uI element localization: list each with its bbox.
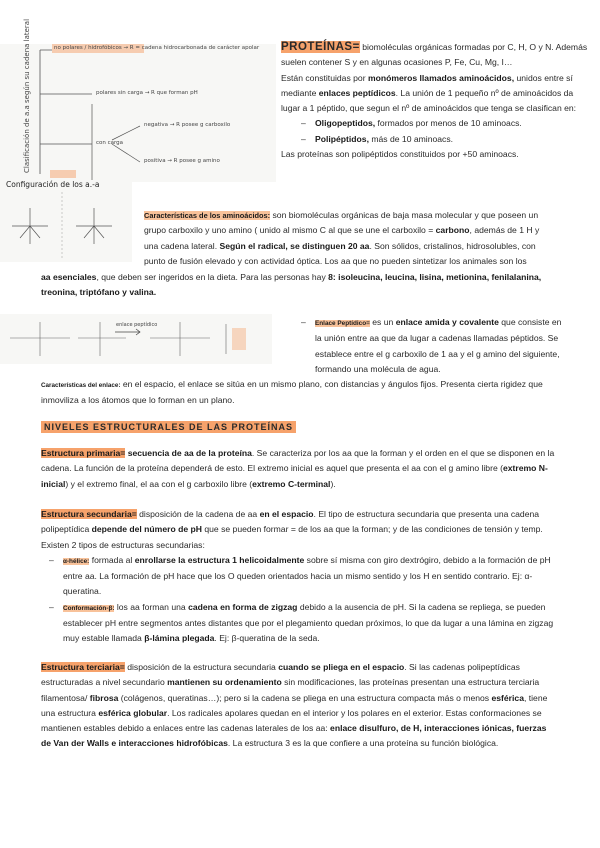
proteinas-title: PROTEÍNAS= bbox=[281, 41, 360, 53]
enlaces-list: enlace disulfuro, de H, interacciones iónicas, fuerzas de Van der Walls e interacciones hidrofóbicas bbox=[41, 723, 547, 749]
text: ). bbox=[330, 478, 336, 489]
text: . Se caracteriza por los aa que la forman y el orden en el que se disponen en la cadena. La función de la proteína dependerá de esto. El extremo inicial es aquel que presenta el aa con el g amino libre ( bbox=[41, 448, 555, 474]
text: sin modificaciones, las proteínas presentan una estructura terciaria filamentosa/ bbox=[41, 677, 540, 703]
list-item bbox=[63, 600, 555, 647]
text: unidos entre sí mediante bbox=[281, 72, 573, 98]
proteinas-intro-text: biomoléculas orgánicas formadas por C, H, O y N. Además suelen contener S y en algunas ocasiones P, Fe, Cu, Mg, I… bbox=[281, 42, 588, 68]
text: más de 10 aminoacs. bbox=[368, 133, 454, 144]
section-terciaria bbox=[41, 660, 555, 752]
secundaria-list bbox=[41, 553, 555, 647]
text: , que deben ser ingeridos en la dieta. Para las personas hay bbox=[96, 272, 329, 282]
beta-strong: cadena en forma de zigzag bbox=[188, 601, 298, 612]
caracteristicas-paragraph bbox=[41, 208, 551, 269]
text: ) y el extremo final, el aa con el g carboxilo libre ( bbox=[65, 478, 253, 489]
fibrosa-term: fibrosa bbox=[89, 692, 119, 703]
enlace-label: Enlace Peptídico= bbox=[315, 320, 370, 327]
enlace-list bbox=[292, 315, 562, 377]
niveles-heading: NIVELES ESTRUCTURALES DE LAS PROTEÍNAS bbox=[41, 421, 296, 433]
ordenamiento-term: mantienen su ordenamiento bbox=[167, 677, 282, 688]
primaria-label: Estructura primaria= bbox=[41, 448, 126, 458]
caracteristicas-enlace-label: Características del enlace: bbox=[41, 382, 121, 389]
text: . La estructura 3 es la que confiere a una proteína su función biológica. bbox=[227, 738, 499, 749]
sketch-label-polares: polares sin carga → R que forman pH bbox=[96, 90, 198, 96]
terciaria-paragraph bbox=[41, 660, 555, 752]
text: formados por menos de 10 aminoacs. bbox=[375, 118, 522, 129]
sketch-label-no-polares: no polares / hidrofóbicos → R = cadena hidrocarbonada de carácter apolar bbox=[54, 45, 260, 51]
text: son biomoléculas orgánicas de baja masa molecular y que poseen un grupo carboxilo y uno amino ( unido al mismo C al que se une el carboxilo = bbox=[144, 210, 539, 236]
bracket-drawing bbox=[0, 18, 276, 182]
text: . Si las cadenas polipeptídicas estructuradas a nivel secundario bbox=[41, 662, 520, 688]
text: en el espacio, el enlace se sitúa en un mismo plano, con distancias y ángulos fijos. Presenta cierta rigidez que inmoviliza a los átomos que lo forman en un plano. bbox=[41, 379, 543, 406]
beta-label: Conformación-β: bbox=[63, 604, 115, 612]
alpha-strong: enrollarse la estructura 1 helicoidalmente bbox=[134, 554, 305, 565]
text: disposición de la cadena de aa bbox=[136, 509, 260, 519]
monomeros-text: monómeros llamados aminoácidos, bbox=[367, 72, 515, 83]
pliega-term: cuando se pliega en el espacio bbox=[278, 662, 405, 672]
beta-lamina: β-lámina plegada bbox=[144, 633, 215, 644]
extremo-n: extremo N-inicial bbox=[41, 463, 548, 489]
section-secundaria bbox=[41, 507, 555, 647]
text: que se pueden formar = de los aa que la forman; y de las condiciones de tensión y temp. Existen 2 tipos de estructuras secundarias: bbox=[41, 524, 543, 550]
primaria-strong: secuencia de aa de la proteína bbox=[125, 448, 252, 458]
proteinas-closing: Las proteínas son polipéptidos constituidos por +50 aminoacs. bbox=[281, 149, 519, 160]
text: , además de 1 H y una cadena lateral. bbox=[144, 225, 540, 251]
section-proteinas bbox=[281, 40, 591, 162]
sketch-label-con-carga: con carga bbox=[96, 140, 124, 146]
list-item bbox=[315, 116, 591, 131]
sketch-label-configuracion: Configuración de los a.-a bbox=[6, 180, 100, 189]
sketch-label-positiva: positiva → R posee g amino bbox=[144, 158, 220, 164]
secundaria-label: Estructura secundaria= bbox=[41, 509, 137, 519]
esenciales-term: aa esenciales bbox=[41, 272, 97, 282]
caracteristicas-enlace-text bbox=[41, 377, 551, 409]
extremo-c: extremo C-terminal bbox=[252, 478, 331, 489]
sketch-label-negativa: negativa → R posee g carboxilo bbox=[144, 122, 231, 128]
sketch-label-clasificacion: Clasificación de a.a según su cadena lateral bbox=[23, 18, 31, 173]
text: . La unión de 1 pequeño nº de aminoácidos da lugar a 1 péptido, que segun el nº de aminoácidos que tenga se clasifican en: bbox=[281, 87, 577, 114]
sketch-label-enlace: enlace peptídico bbox=[116, 322, 158, 328]
radical-text: Según el radical, se distinguen 20 aa bbox=[219, 240, 370, 251]
primaria-paragraph bbox=[41, 446, 555, 492]
text: (colágenos, queratinas…); pero si la cadena se pliega en una estructura compacta más o menos bbox=[118, 692, 492, 703]
text: formada al bbox=[89, 554, 135, 565]
espacio-term: en el espacio bbox=[259, 509, 314, 519]
text: Están constituidas por bbox=[281, 72, 368, 83]
text: disposición de la estructura secundaria bbox=[124, 662, 279, 672]
terciaria-label: Estructura terciaria= bbox=[41, 662, 125, 672]
esenciales-paragraph bbox=[41, 270, 551, 301]
list-item bbox=[315, 315, 562, 377]
caracteristicas-enlace bbox=[41, 377, 551, 409]
secundaria-paragraph bbox=[41, 507, 555, 553]
carbono-term: carbono bbox=[435, 225, 470, 236]
text: es un bbox=[369, 317, 396, 327]
proteinas-intro bbox=[281, 40, 591, 71]
text: que consiste en la unión entre aa que da lugar a cadenas llamadas péptidos. Se establece entre el g carboxilo de 1 aa y el g amino del siguiente, formando una molécula de agua. bbox=[315, 317, 562, 374]
section-caracteristicas-aa bbox=[41, 208, 551, 269]
section-enlace bbox=[292, 315, 562, 377]
text: . Ej: β-queratina de la seda. bbox=[214, 633, 320, 644]
caracteristicas-label: Características de los aminoácidos: bbox=[144, 211, 271, 220]
oligopeptidos-term: Oligopeptidos, bbox=[315, 118, 376, 129]
list-item bbox=[315, 132, 591, 147]
esferica-term: esférica bbox=[491, 692, 524, 703]
section-primaria bbox=[41, 446, 555, 492]
enlaces-text: enlaces peptídicos bbox=[318, 87, 396, 98]
text: . Son sólidos, cristalinos, hidrosolubles, con punto de fusión elevado y con actividad óptica. Los aa que no pueden sintetizar los animales son los bbox=[144, 240, 536, 266]
enlace-strong: enlace amida y covalente bbox=[395, 317, 499, 327]
ph-term: depende del número de pH bbox=[91, 524, 202, 535]
text: debido a la ausencia de pH. Si la cadena se repliega, se pueden establecer pH entre segmentos antes distantes que por el plegamiento quedan próximos, lo que da lugar a una lámina en zigzag muy estable llamada bbox=[63, 601, 554, 644]
text: sobre sí misma con giro dextrógiro, debido a la formación de pH entre aa. La formación de pH hace que los O queden orientados hacia un mismo sentido y los H en sentido contrario. Ej: α-queratina. bbox=[63, 554, 551, 597]
text: . El tipo de estructura secundaria que presenta una cadena polipeptídica bbox=[41, 509, 540, 535]
esenciales-list: 8: isoleucina, leucina, lisina, metionina, fenilalanina, treonina, triptófano y valina. bbox=[41, 272, 542, 298]
text: , tiene una estructura bbox=[41, 692, 548, 718]
polipeptidos-term: Polipéptidos, bbox=[315, 133, 369, 144]
alpha-label: α-hélice: bbox=[63, 557, 90, 565]
text: . Los radicales apolares quedan en el interior y los polares en el exterior. Estas conformaciones se mantienen estables debido a enlaces entre las cadenas laterales de los aa: bbox=[41, 707, 542, 734]
globular-term: esférica globular bbox=[98, 707, 168, 718]
proteinas-paragraph bbox=[281, 71, 591, 117]
esenciales-text bbox=[41, 270, 551, 301]
sketch-enlace-peptidico bbox=[0, 314, 272, 364]
peptidos-list bbox=[281, 116, 591, 147]
text: los aa forman una bbox=[114, 601, 189, 612]
sketch-clasificacion-aa bbox=[0, 18, 276, 182]
list-item bbox=[63, 553, 555, 600]
